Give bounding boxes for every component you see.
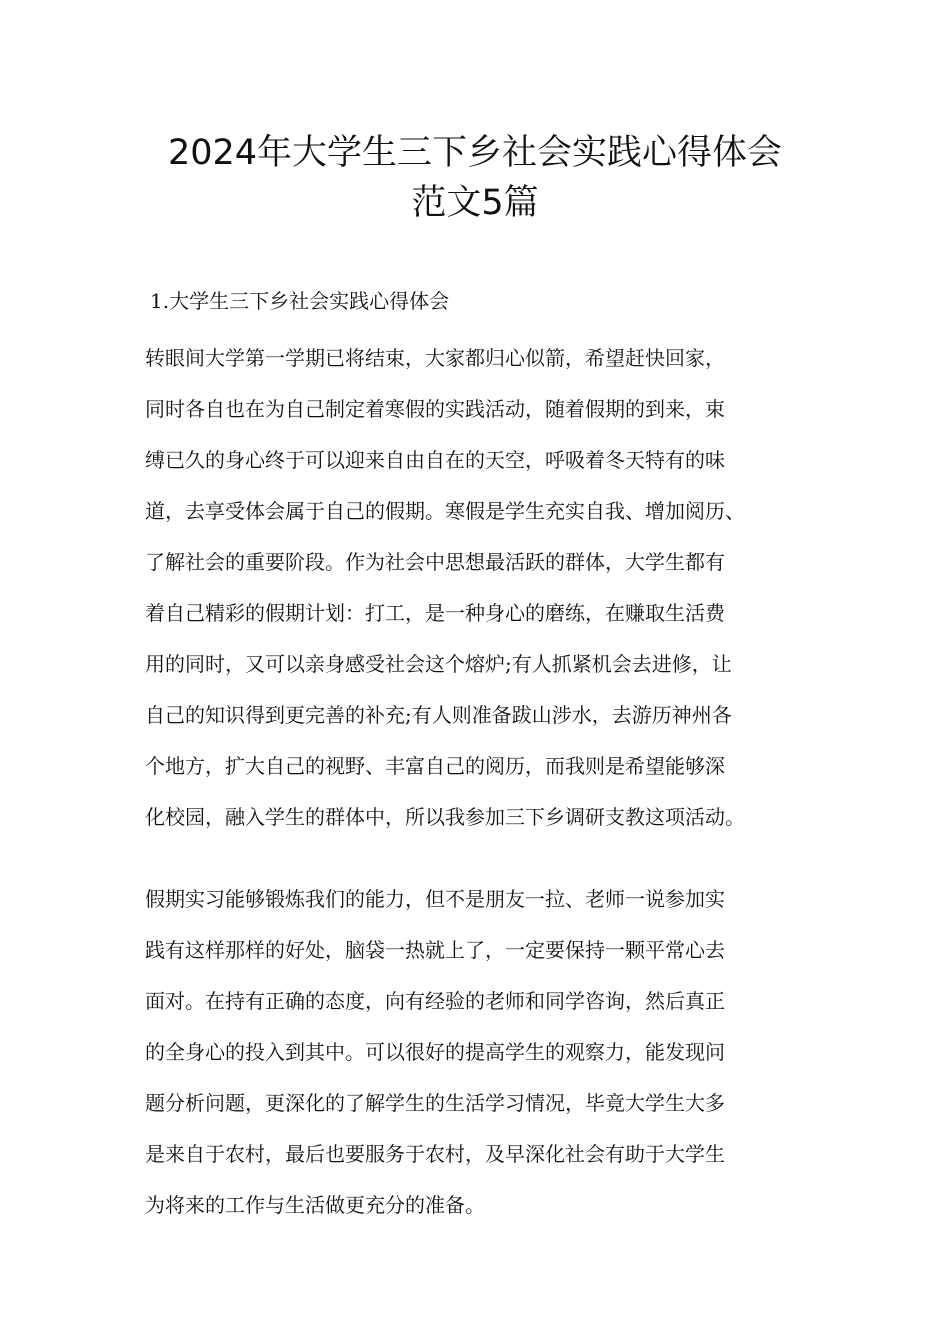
paragraph-2 — [145, 874, 825, 1231]
paragraph-1-line: 了解社会的重要阶段。作为社会中思想最活跃的群体，大学生都有 — [145, 550, 725, 574]
paragraph-2-line: 为将来的工作与生活做更充分的准备。 — [145, 1193, 485, 1217]
paragraph-2-line: 假期实习能够锻炼我们的能力，但不是朋友一拉、老师一说参加实 — [145, 887, 725, 911]
paragraph-1-line: 同时各自也在为自己制定着寒假的实践活动，随着假期的到来，束 — [145, 397, 725, 421]
paragraph-1-line: 转眼间大学第一学期已将结束，大家都归心似箭，希望赶快回家， — [145, 346, 725, 370]
paragraph-1-line: 着自己精彩的假期计划：打工，是一种身心的磨练，在赚取生活费 — [145, 601, 725, 625]
paragraph-1 — [145, 333, 825, 843]
paragraph-1-line: 缚已久的身心终于可以迎来自由自在的天空，呼吸着冬天特有的味 — [145, 448, 725, 472]
paragraph-1-line: 化校园，融入学生的群体中，所以我参加三下乡调研支教这项活动。 — [145, 805, 745, 829]
paragraph-2-line: 是来自于农村，最后也要服务于农村，及早深化社会有助于大学生 — [145, 1142, 725, 1166]
paragraph-2-line: 面对。在持有正确的态度，向有经验的老师和同学咨询，然后真正 — [145, 989, 725, 1013]
paragraph-1-line: 个地方，扩大自己的视野、丰富自己的阅历，而我则是希望能够深 — [145, 754, 725, 778]
section-heading: 1.大学生三下乡社会实践心得体会 — [150, 289, 450, 313]
paragraph-2-line: 的全身心的投入到其中。可以很好的提高学生的观察力，能发现问 — [145, 1040, 725, 1064]
paragraph-1-line: 自己的知识得到更完善的补充;有人则准备跋山涉水，去游历神州各 — [145, 703, 732, 727]
paragraph-1-line: 道，去享受体会属于自己的假期。寒假是学生充实自我、增加阅历、 — [145, 499, 745, 523]
paragraph-2-line: 践有这样那样的好处，脑袋一热就上了，一定要保持一颗平常心去 — [145, 938, 725, 962]
title-line-1: 2024年大学生三下乡社会实践心得体会 — [167, 133, 783, 173]
paragraph-2-line: 题分析问题，更深化的了解学生的生活学习情况，毕竟大学生大多 — [145, 1091, 725, 1115]
document-title — [60, 128, 890, 228]
title-line-2: 范文5篇 — [411, 183, 539, 223]
paragraph-1-line: 用的同时，又可以亲身感受社会这个熔炉;有人抓紧机会去进修，让 — [145, 652, 732, 676]
